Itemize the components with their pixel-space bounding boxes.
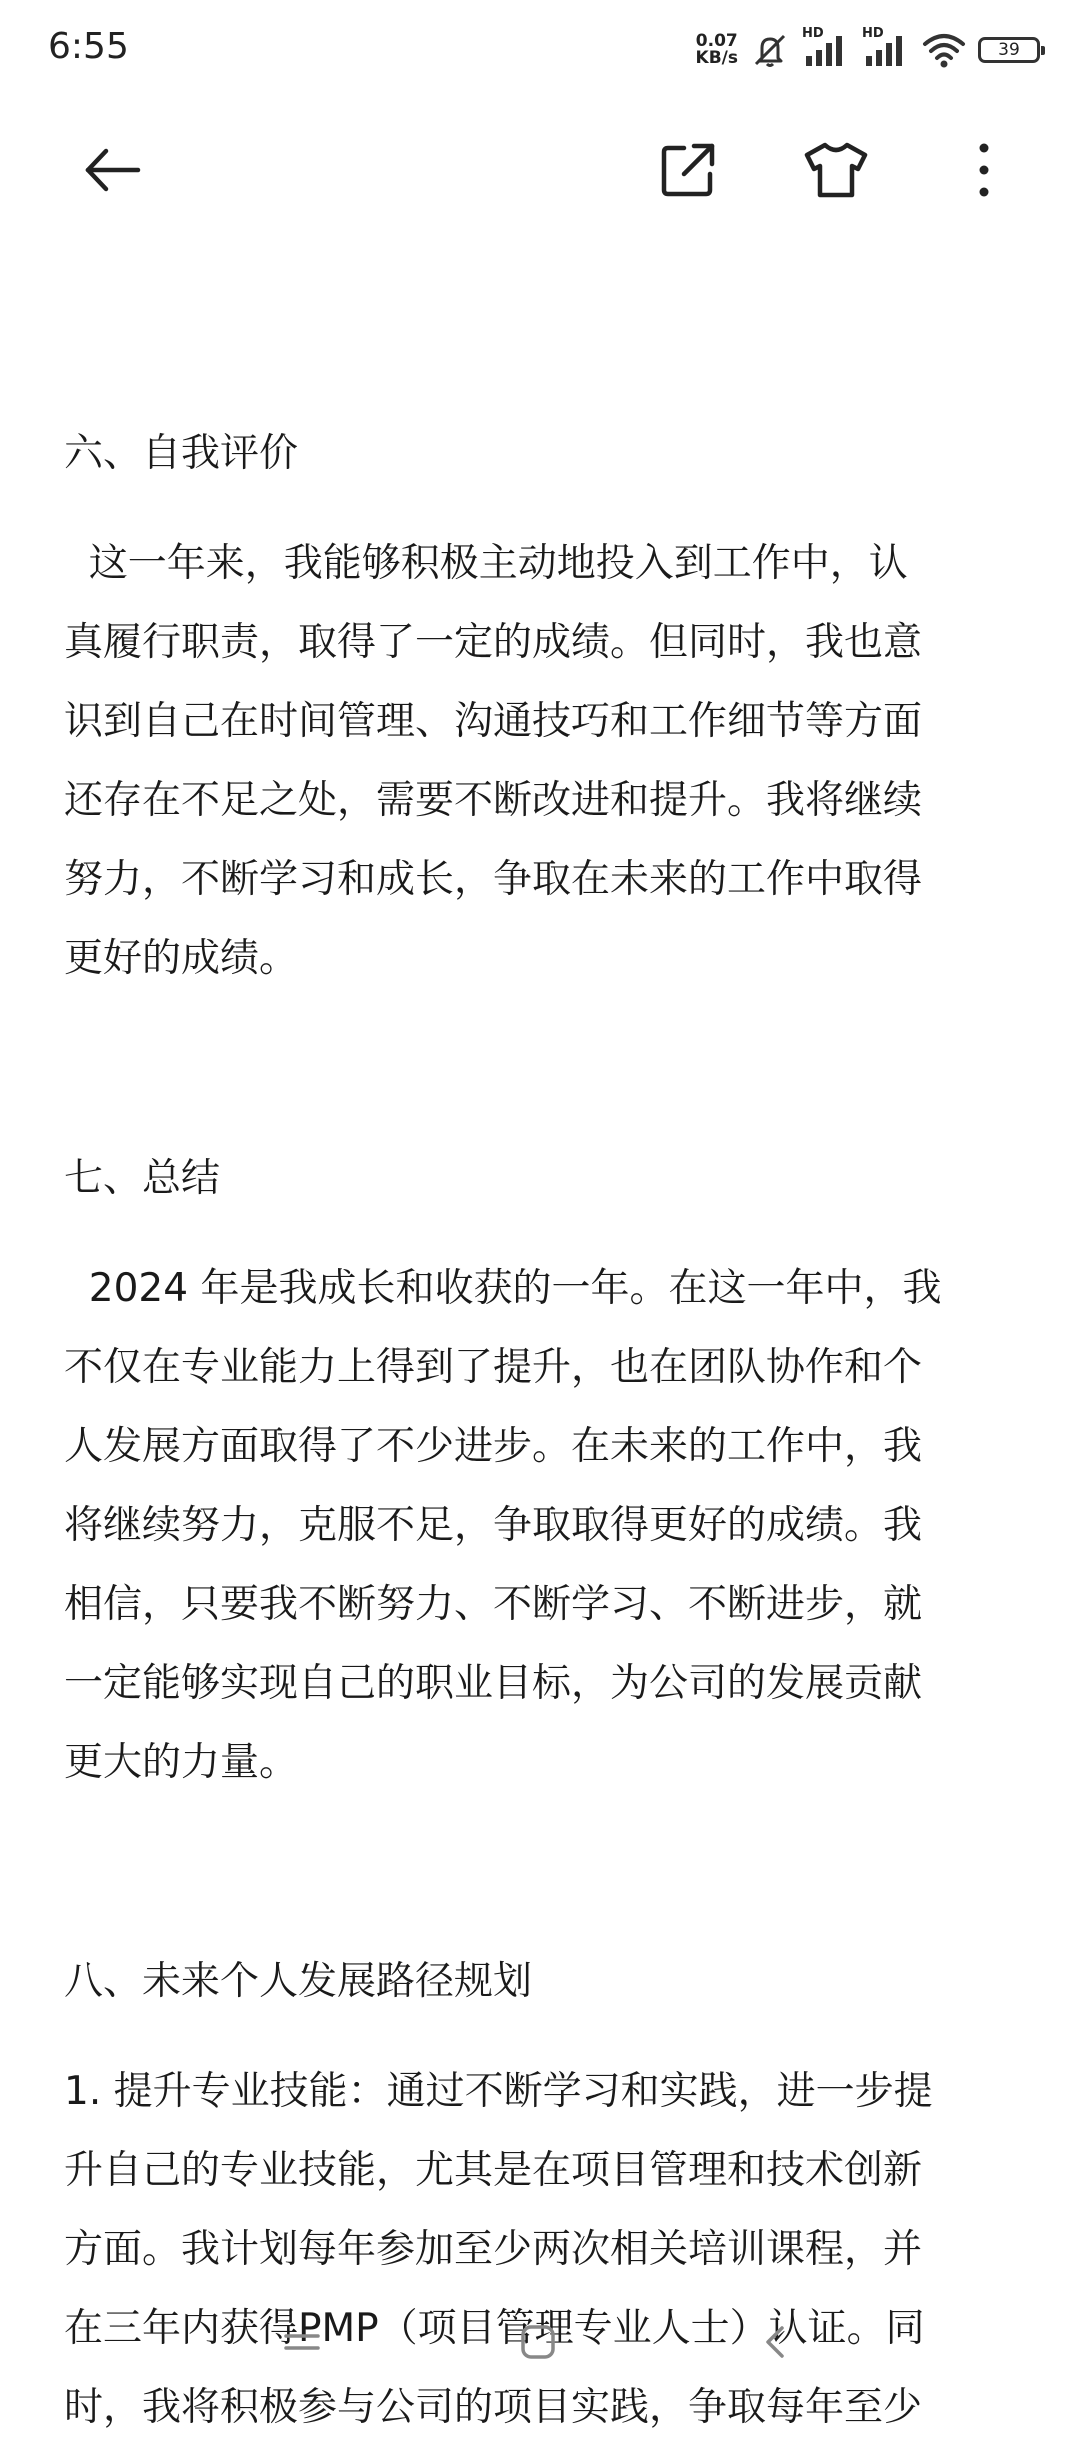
status-icons [695, 26, 1040, 70]
signal-sim1-icon [802, 26, 850, 70]
paragraph-line: 更大的力量。 [64, 1740, 299, 1785]
paragraph-line: 将继续努力，克服不足，争取取得更好的成绩。我 [64, 1503, 923, 1548]
paragraph-summary [64, 1249, 1024, 1802]
back-button[interactable] [70, 128, 154, 212]
muted-bell-icon [750, 30, 790, 70]
document-content[interactable] [64, 195, 1024, 2430]
paragraph-line: 2024 年是我成长和收获的一年。在这一年中，我 [64, 1266, 942, 1311]
sim2-hd-label: HD [862, 26, 884, 41]
paragraph-line: 在三年内获得PMP（项目管理专业人士）认证。同 [64, 2306, 925, 2351]
paragraph-line: 升自己的专业技能，尤其是在项目管理和技术创新 [64, 2148, 923, 2193]
menu-lines-icon [282, 2322, 322, 2362]
paragraph-line: 更好的成绩。 [64, 936, 299, 981]
battery-level: 39 [998, 40, 1020, 60]
paragraph-line: 努力，不断学习和成长，争取在未来的工作中取得 [64, 857, 923, 902]
paragraph-line: 真履行职责，取得了一定的成绩。但同时，我也意 [64, 620, 923, 665]
top-toolbar [0, 100, 1080, 240]
more-options-button[interactable] [942, 128, 1026, 212]
wifi-icon [922, 30, 966, 70]
paragraph-line: 时，我将积极参与公司的项目实践，争取每年至少 [64, 2385, 923, 2430]
nav-menu-button[interactable] [282, 2322, 322, 2366]
network-speed-unit: KB/s [695, 48, 738, 68]
paragraph-line: 人发展方面取得了不少进步。在未来的工作中，我 [64, 1424, 923, 1469]
section-heading-development-plan: 八、未来个人发展路径规划 [64, 1959, 533, 2004]
paragraph-line: 不仅在专业能力上得到了提升，也在团队协作和个 [64, 1345, 923, 1390]
home-square-icon [518, 2322, 558, 2362]
theme-button[interactable] [794, 128, 878, 212]
paragraph-line: 这一年来，我能够积极主动地投入到工作中，认 [64, 541, 908, 586]
paragraph-self-evaluation [64, 524, 1024, 998]
signal-sim2-icon [862, 26, 910, 70]
paragraph-development-plan [64, 2052, 1024, 2447]
open-external-icon [658, 140, 718, 200]
t-shirt-icon [803, 140, 869, 200]
arrow-left-icon [80, 138, 144, 202]
network-speed [696, 33, 738, 67]
network-speed-value: 0.07 [695, 31, 738, 51]
section-heading-self-evaluation: 六、自我评价 [64, 431, 299, 476]
nav-back-button[interactable] [756, 2322, 796, 2366]
vertical-ellipsis-icon [974, 140, 994, 200]
paragraph-line: 一定能够实现自己的职业目标，为公司的发展贡献 [64, 1661, 923, 1706]
nav-home-button[interactable] [518, 2322, 558, 2366]
paragraph-line: 识到自己在时间管理、沟通技巧和工作细节等方面 [64, 699, 923, 744]
paragraph-line: 还存在不足之处，需要不断改进和提升。我将继续 [64, 778, 923, 823]
battery-icon [978, 37, 1040, 63]
paragraph-line: 方面。我计划每年参加至少两次相关培训课程，并 [64, 2227, 923, 2272]
status-time: 6:55 [48, 26, 129, 67]
sim1-hd-label: HD [802, 26, 824, 41]
section-heading-summary: 七、总结 [64, 1156, 221, 1201]
share-button[interactable] [646, 128, 730, 212]
status-bar [0, 0, 1080, 100]
paragraph-line: 1. 提升专业技能：通过不断学习和实践，进一步提 [64, 2069, 933, 2114]
paragraph-line: 相信，只要我不断努力、不断学习、不断进步，就 [64, 1582, 923, 1627]
chevron-back-icon [756, 2322, 796, 2362]
